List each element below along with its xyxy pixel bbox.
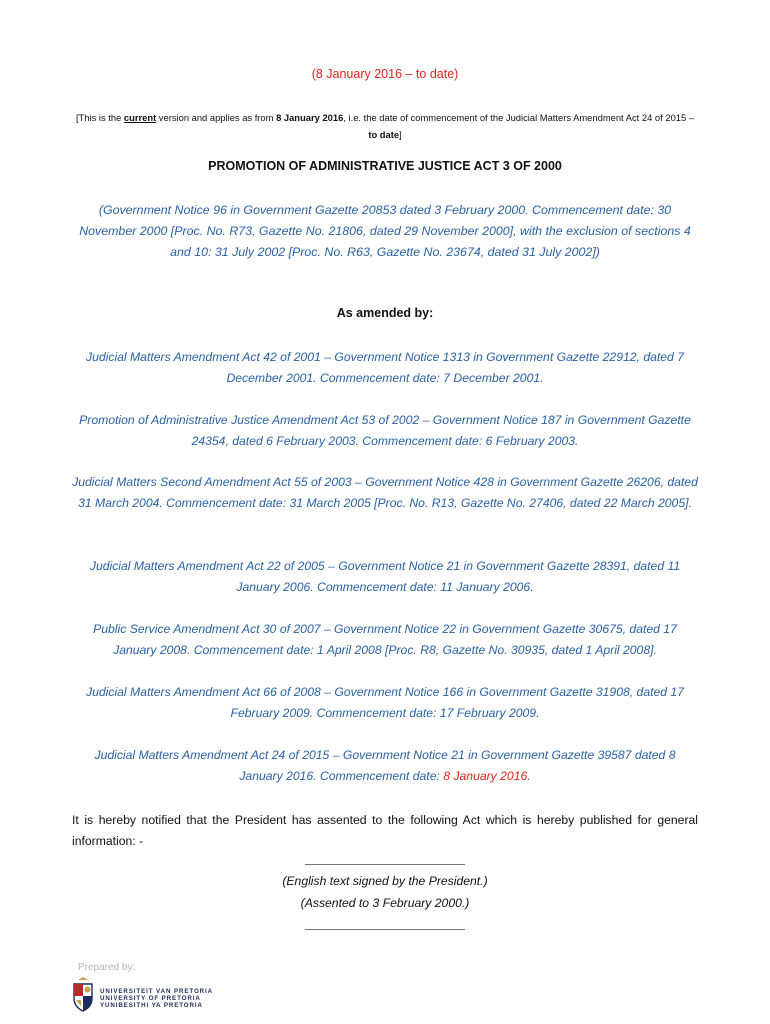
amended-by-heading: As amended by: <box>336 306 434 320</box>
gazette-notice: (Government Notice 96 in Government Gazette 20853 dated 3 February 2000. Commencement date: 30 November 2000 [Proc. No. R73, Gazette No. 21806, dated 29 November 2000], with the exclusion of sections 4 and 10: 31 July 2002 [Proc. No. R63, Gazette No. 23674, dated 31 July 2002]) <box>79 203 691 259</box>
logo-line: UNIVERSITEIT VAN PRETORIA <box>100 988 214 995</box>
logo-line: UNIVERSITY OF PRETORIA <box>100 994 201 1002</box>
version-note <box>72 109 698 143</box>
crest-icon <box>70 976 96 1012</box>
university-logo <box>70 976 214 1012</box>
version-note-suffix: ] <box>399 129 402 140</box>
logo-text <box>100 989 213 1009</box>
version-note-date: 8 January 2016 <box>276 112 344 123</box>
amendment-item: Promotion of Administrative Justice Amendment Act 53 of 2002 – Government Notice 187 in Government Gazette 24354, dated 6 February 2003. Commencement date: 6 February 2003. <box>79 413 691 448</box>
prepared-by-label: Prepared by: <box>78 962 136 973</box>
amendment-item: Judicial Matters Amendment Act 66 of 2008 – Government Notice 166 in Government Gazette 31908, dated 17 February 2009. Commencement date: 17 February 2009. <box>86 685 684 720</box>
notice-paragraph: It is hereby notified that the President has assented to the following Act which is hereby published for general information: - <box>72 813 698 848</box>
amendment-item: Judicial Matters Amendment Act 22 of 2005 – Government Notice 21 in Government Gazette 28391, dated 11 January 2006. Commencement date: 11 January 2006. <box>89 559 681 594</box>
act-title: PROMOTION OF ADMINISTRATIVE JUSTICE ACT 3 OF 2000 <box>208 159 562 173</box>
amendment-item: Public Service Amendment Act 30 of 2007 – Government Notice 22 in Government Gazette 30675, dated 17 January 2008. Commencement date: 1 April 2008 [Proc. R8, Gazette No. 30935, dated 1 April 2008]. <box>93 622 677 657</box>
version-note-prefix: [This is the <box>75 112 124 123</box>
version-note-mid: version and applies as from <box>156 112 277 123</box>
divider-line <box>305 929 465 930</box>
amendment-item: Judicial Matters Amendment Act 42 of 2001 – Government Notice 1313 in Government Gazette 22912, dated 7 December 2001. Commencement date: 7 December 2001. <box>86 350 684 385</box>
version-note-current: current <box>123 112 157 123</box>
assented-line: (Assented to 3 February 2000.) <box>300 896 470 910</box>
amendment-latest-end: . <box>527 769 531 783</box>
version-note-to-date: to date <box>368 129 400 140</box>
signed-line: (English text signed by the President.) <box>282 874 488 888</box>
logo-line: YUNIBESITHI YA PRETORIA <box>100 1001 203 1009</box>
divider-line <box>305 864 465 865</box>
amendment-latest-date: 8 January 2016 <box>443 769 528 783</box>
version-note-rest: , i.e. the date of commencement of the Judicial Matters Amendment Act 24 of 2015 – <box>343 112 695 123</box>
version-date-range: (8 January 2016 – to date) <box>311 67 459 81</box>
amendment-item-latest <box>72 745 698 787</box>
amendment-item: Judicial Matters Second Amendment Act 55 of 2003 – Government Notice 428 in Government Gazette 26206, dated 31 March 2004. Commencement date: 31 March 2005 [Proc. No. R13, Gazette No. 27406, dated 22 March 2005]. <box>72 475 698 510</box>
amendment-latest-text: Judicial Matters Amendment Act 24 of 2015 – Government Notice 21 in Government Gazette 39587 dated 8 January 2016. Commencement date: <box>94 748 676 783</box>
